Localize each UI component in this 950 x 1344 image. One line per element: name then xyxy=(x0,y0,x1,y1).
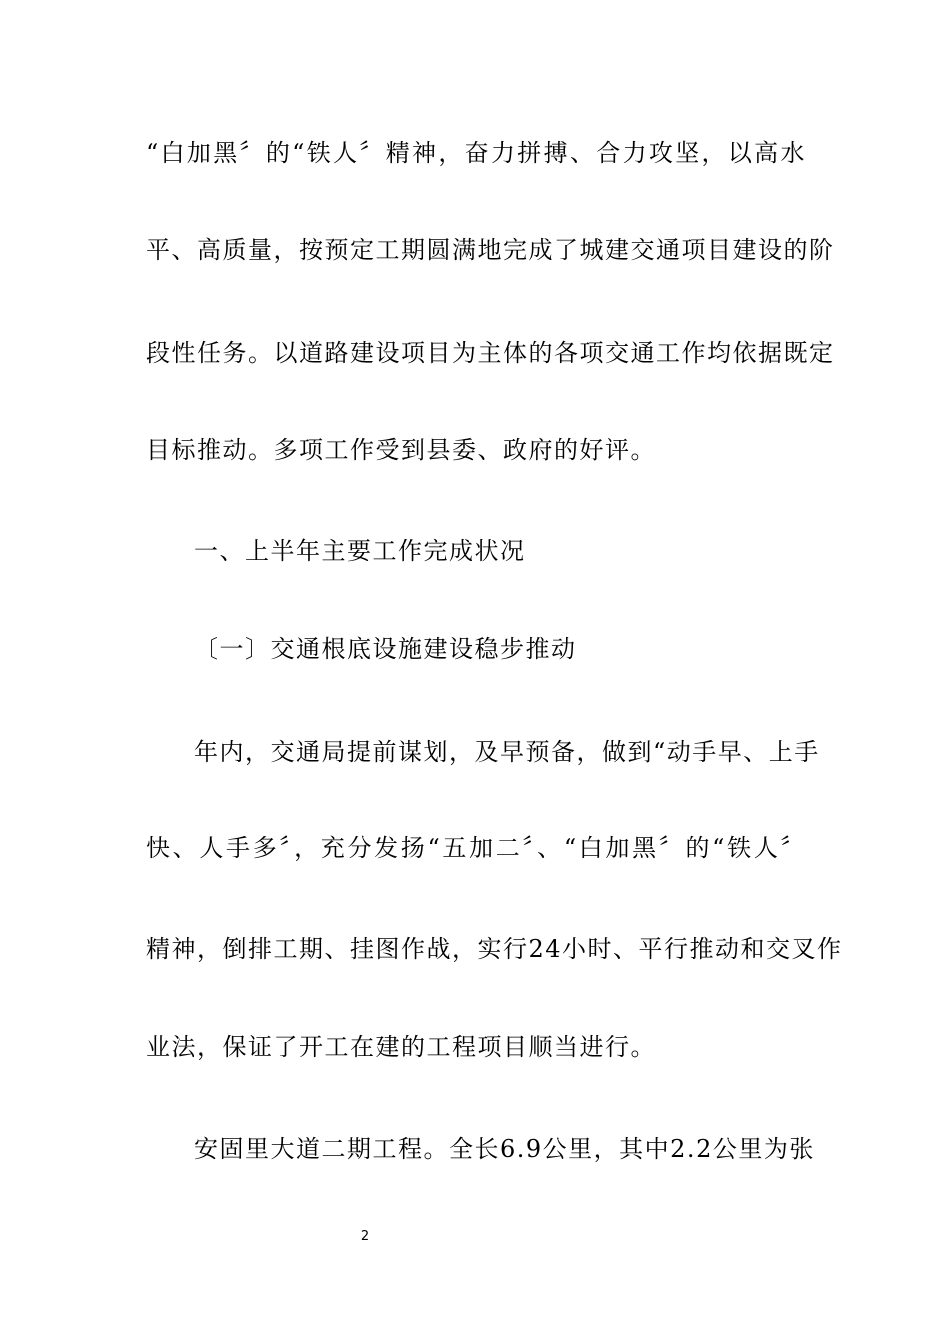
paragraph-line: 年内，交通局提前谋划，及早预备，做到“动手早、上手 xyxy=(194,738,820,766)
paragraph-line: 目标推动。多项工作受到县委、政府的好评。 xyxy=(146,436,656,464)
paragraph-line: 段性任务。以道路建设项目为主体的各项交通工作均依据既定 xyxy=(146,339,835,367)
paragraph-line: 安固里大道二期工程。全长6.9公里，其中2.2公里为张 xyxy=(194,1135,815,1163)
paragraph-line: 平、高质量，按预定工期圆满地完成了城建交通项目建设的阶 xyxy=(146,236,835,264)
paragraph-line: 业法，保证了开工在建的工程项目顺当进行。 xyxy=(146,1033,656,1061)
paragraph-line: 精神，倒排工期、挂图作战，实行24小时、平行推动和交叉作 xyxy=(146,935,843,963)
section-heading: 一、上半年主要工作完成状况 xyxy=(194,537,526,565)
page-number: 2 xyxy=(360,1229,370,1244)
paragraph-line: 快、人手多〞，充分发扬“五加二〞、“白加黑〞的“铁人〞 xyxy=(146,834,806,862)
paragraph-line: “白加黑〞的“铁人〞精神，奋力拼搏、合力攻坚，以高水 xyxy=(146,139,806,167)
subsection-heading: 〔一〕交通根底设施建设稳步推动 xyxy=(194,635,577,663)
